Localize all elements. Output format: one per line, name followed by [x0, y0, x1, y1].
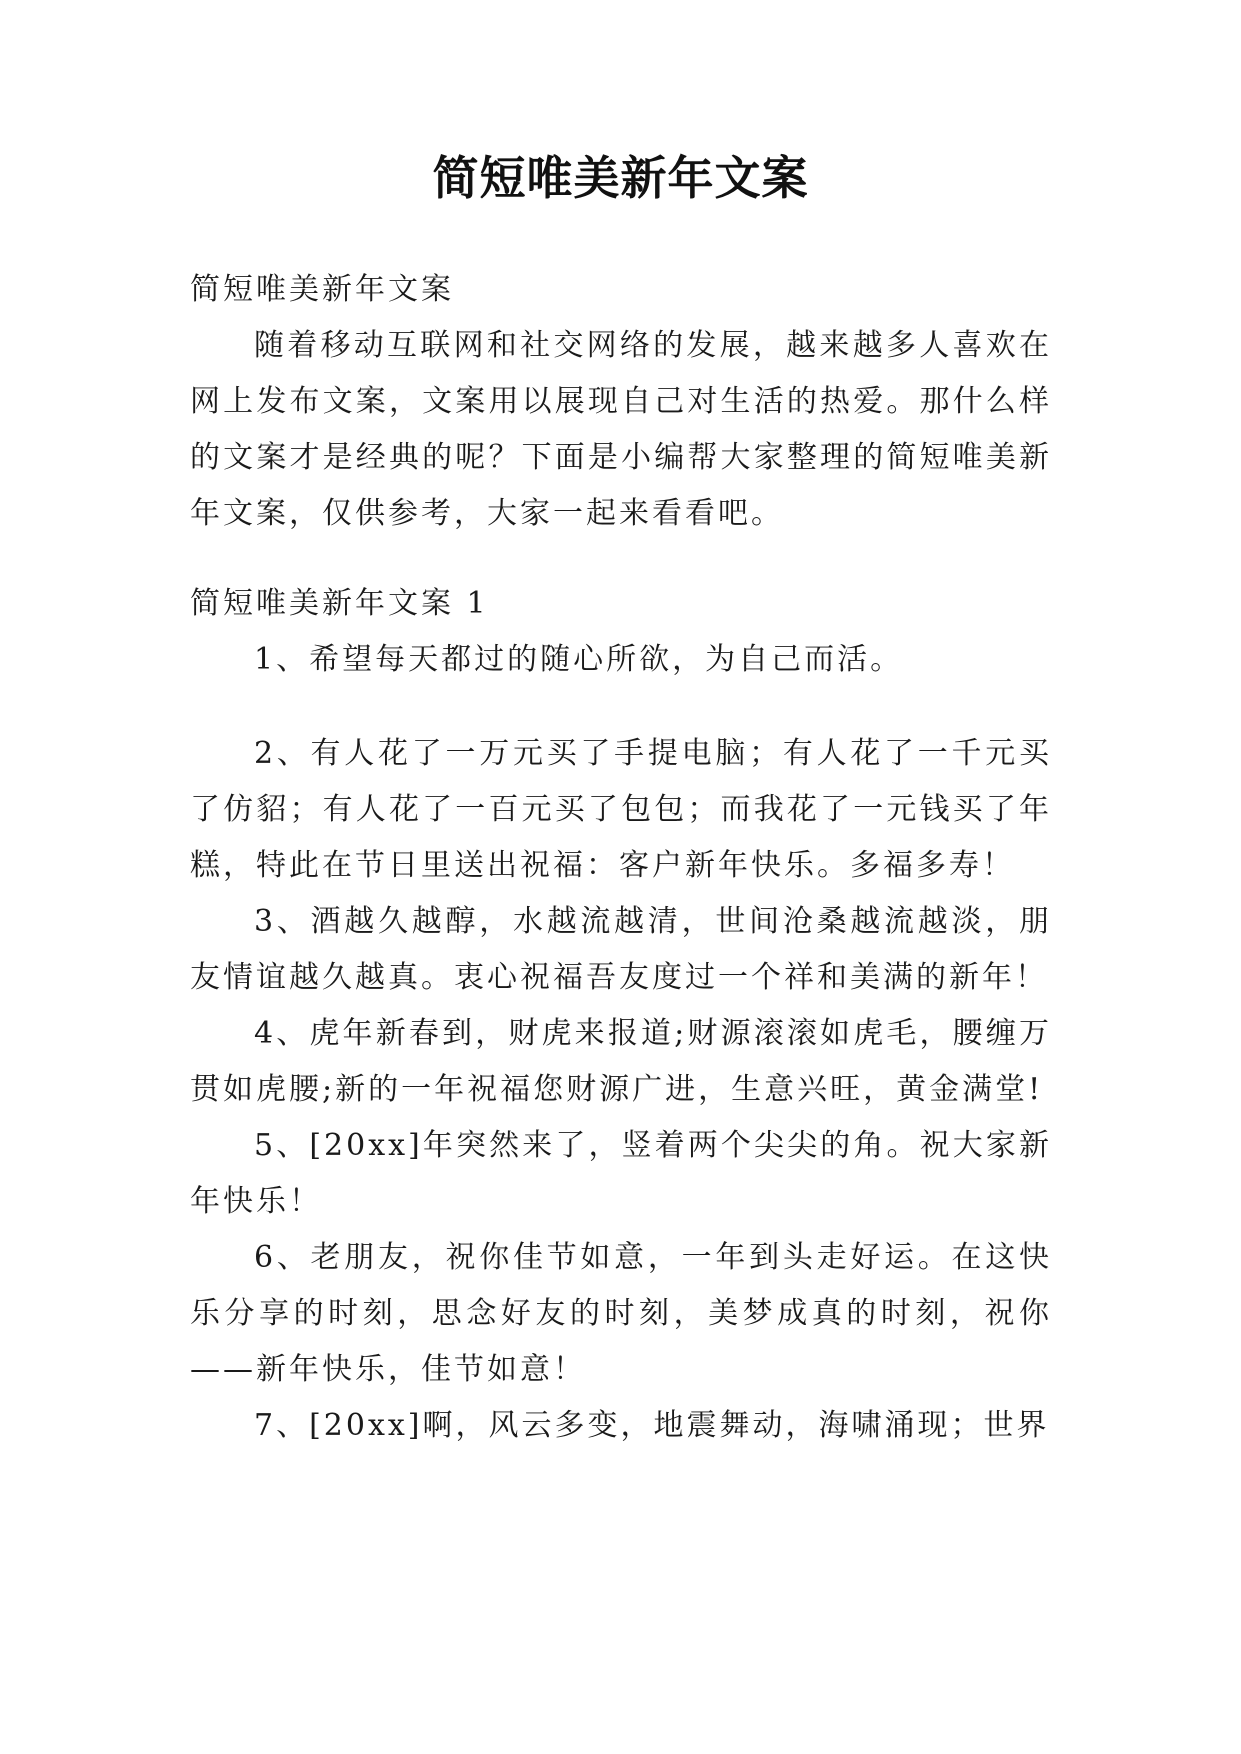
document-body-section: [190, 576, 1052, 688]
document-subtitle: 简短唯美新年文案: [190, 272, 454, 307]
document-body-top: [190, 262, 1052, 542]
section-heading: 简短唯美新年文案 1: [190, 586, 489, 621]
list-item: 3、酒越久越醇，水越流越清，世间沧桑越流越淡，朋友情谊越久越真。衷心祝福吾友度过一个祥和美满的新年！: [190, 904, 1052, 995]
list-item: 2、有人花了一万元买了手提电脑；有人花了一千元买了仿貂；有人花了一百元买了包包；而我花了一元钱买了年糕，特此在节日里送出祝福：客户新年快乐。多福多寿！: [190, 736, 1052, 883]
document-title: 简短唯美新年文案: [432, 151, 809, 205]
list-item: 1、希望每天都过的随心所欲，为自己而活。: [254, 642, 904, 677]
document-body-list: [190, 726, 1052, 1454]
list-item: 7、[20xx]啊，风云多变，地震舞动，海啸涌现；世界: [254, 1408, 1050, 1443]
intro-paragraph: 随着移动互联网和社交网络的发展，越来越多人喜欢在网上发布文案，文案用以展现自己对生活的热爱。那什么样的文案才是经典的呢？下面是小编帮大家整理的简短唯美新年文案，仅供参考，大家一起来看看吧。: [190, 328, 1052, 531]
list-item: 5、[20xx]年突然来了，竖着两个尖尖的角。祝大家新年快乐！: [190, 1128, 1052, 1219]
list-item: 6、老朋友，祝你佳节如意，一年到头走好运。在这快乐分享的时刻，思念好友的时刻，美梦成真的时刻，祝你——新年快乐，佳节如意！: [190, 1240, 1052, 1387]
list-item: 4、虎年新春到，财虎来报道;财源滚滚如虎毛，腰缠万贯如虎腰;新的一年祝福您财源广进，生意兴旺，黄金满堂!: [190, 1016, 1052, 1107]
